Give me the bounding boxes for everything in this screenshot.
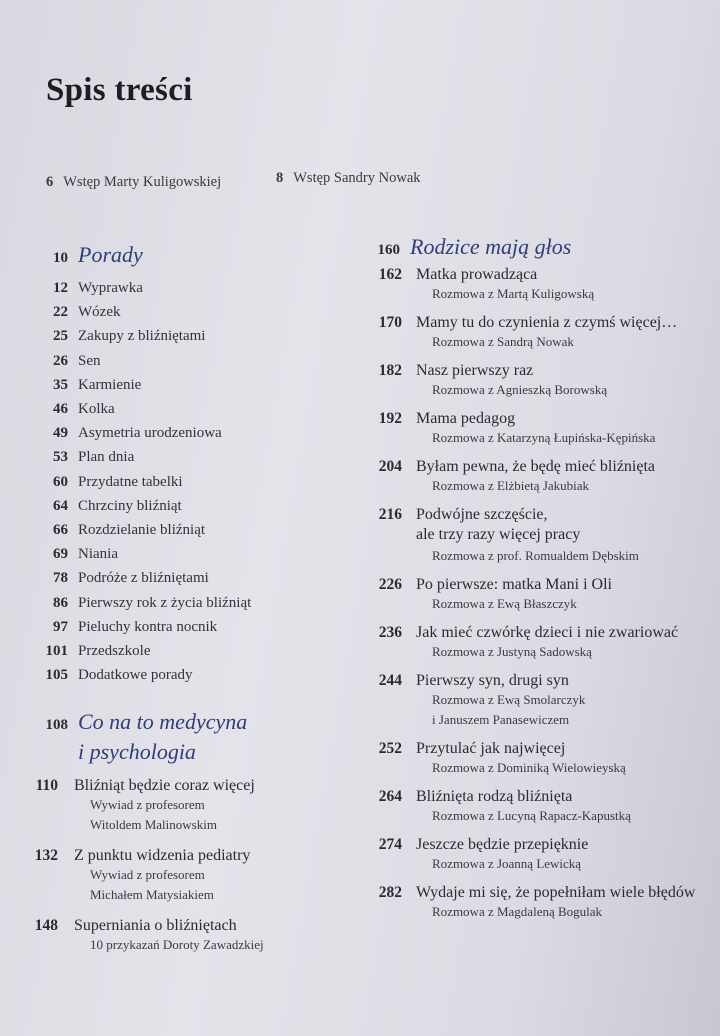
page-number: 25 <box>53 328 68 345</box>
toc-entry <box>360 506 700 566</box>
page-number: 86 <box>53 594 68 611</box>
entry-title: Wstęp Marty Kuligowskiej <box>63 174 222 190</box>
page-number: 244 <box>378 672 402 689</box>
page-number: 22 <box>53 304 68 321</box>
intro-entry <box>46 174 221 191</box>
entry-title: Superniania o bliźniętach <box>74 917 237 935</box>
entry-title: Bliźnięta rodzą bliźnięta <box>416 788 573 805</box>
page-number: 108 <box>45 717 68 734</box>
toc-entry <box>24 847 324 905</box>
toc-row <box>24 373 324 397</box>
entry-title: Pierwszy rok z życia bliźniąt <box>78 594 252 611</box>
page-number: 204 <box>378 458 402 475</box>
entry-subtitle: Rozmowa z Ewą Błaszczyk <box>432 596 577 611</box>
entry-title: Podróże z bliźniętami <box>78 570 209 587</box>
section-heading-rodzice <box>360 232 700 262</box>
page-number: 12 <box>53 280 68 296</box>
page-number: 6 <box>46 174 54 190</box>
toc-entry <box>360 576 700 614</box>
toc-entry <box>360 624 700 662</box>
entry-title: Chrzciny bliźniąt <box>78 497 182 514</box>
toc-entry <box>360 266 700 304</box>
entry-subtitle: i Januszem Panasewiczem <box>432 712 570 727</box>
section-title-line: i psychologia <box>78 739 196 765</box>
entry-title: Wyprawka <box>78 280 143 296</box>
entry-title: Rozdzielanie bliźniąt <box>78 522 206 539</box>
page-number: 53 <box>53 449 68 466</box>
entry-title: Sen <box>78 352 101 369</box>
entry-title: Przytulać jak najwięcej <box>416 740 566 757</box>
entry-subtitle: 10 przykazań Doroty Zawadzkiej <box>90 937 264 953</box>
toc-row <box>24 421 324 445</box>
toc-row <box>24 445 324 469</box>
section-title: Porady <box>78 242 143 267</box>
toc-row <box>24 591 324 615</box>
entry-title: Kolka <box>78 401 115 418</box>
toc-entry <box>24 777 324 835</box>
entry-title: Wózek <box>78 304 121 321</box>
entry-subtitle: Rozmowa z Joanną Lewicką <box>432 856 582 871</box>
toc-row <box>24 615 324 639</box>
page-number: 192 <box>378 410 402 427</box>
entry-subtitle: Rozmowa z prof. Romualdem Dębskim <box>432 548 639 563</box>
page-number: 60 <box>53 473 68 490</box>
page-number: 264 <box>378 788 402 805</box>
toc-entry <box>360 410 700 448</box>
entry-subtitle: Rozmowa z Elżbietą Jakubiak <box>432 478 590 493</box>
toc-row <box>24 494 324 518</box>
page-number: 274 <box>378 836 402 853</box>
intro-entry <box>276 170 421 187</box>
entry-subtitle: Wywiad z profesorem <box>90 867 205 883</box>
entry-subtitle: Rozmowa z Sandrą Nowak <box>432 334 574 349</box>
toc-row <box>24 397 324 421</box>
page-number: 216 <box>378 506 402 523</box>
page-number: 132 <box>34 847 58 865</box>
section-title: Rodzice mają głos <box>410 234 572 259</box>
toc-row <box>24 324 324 348</box>
toc-row <box>24 639 324 663</box>
page-number: 78 <box>53 570 68 587</box>
section-heading-porady <box>24 240 324 270</box>
toc-entry <box>360 836 700 874</box>
toc-row <box>24 566 324 590</box>
page-number: 26 <box>53 352 68 369</box>
toc-entry <box>360 362 700 400</box>
left-column <box>24 240 324 955</box>
toc-entry <box>360 314 700 352</box>
entry-title: Dodatkowe porady <box>78 667 193 684</box>
page-number: 182 <box>378 362 402 379</box>
entry-subtitle: Rozmowa z Magdaleną Bogulak <box>432 904 603 919</box>
entry-title: Jeszcze będzie przepięknie <box>416 836 589 853</box>
page-number: 35 <box>53 376 68 393</box>
entry-title: Wydaje mi się, że popełniłam wiele błędów <box>416 884 696 901</box>
entry-title: Z punktu widzenia pediatry <box>74 847 251 865</box>
entry-subtitle: Rozmowa z Agnieszką Borowską <box>432 382 608 397</box>
page-number: 226 <box>378 576 402 593</box>
entry-title: Przedszkole <box>78 643 151 660</box>
entry-subtitle: Rozmowa z Lucyną Rapacz-Kapustką <box>432 808 631 823</box>
page-number: 160 <box>377 242 400 258</box>
page-number: 69 <box>53 546 68 563</box>
section-title-line: Co na to medycyna <box>78 709 248 735</box>
page-number: 170 <box>378 314 402 331</box>
page-number: 66 <box>53 522 68 539</box>
entry-subtitle: Wywiad z profesorem <box>90 797 205 813</box>
entry-title: Pieluchy kontra nocnik <box>78 618 218 635</box>
entry-title: Mamy tu do czynienia z czymś więcej… <box>416 314 678 331</box>
toc-row <box>24 542 324 566</box>
entry-title: Nasz pierwszy raz <box>416 362 534 379</box>
page-number: 236 <box>378 624 402 641</box>
toc-row <box>24 663 324 687</box>
page-number: 97 <box>53 618 68 635</box>
right-column <box>360 232 700 922</box>
entry-title: Jak mieć czwórkę dzieci i nie zwariować <box>416 624 679 641</box>
page-number: 162 <box>378 266 402 283</box>
toc-entry <box>360 672 700 730</box>
entry-title: Bliźniąt będzie coraz więcej <box>74 777 255 795</box>
entry-subtitle: Rozmowa z Justyną Sadowską <box>432 644 592 659</box>
entry-title: Matka prowadząca <box>416 266 538 283</box>
toc-entry <box>360 740 700 778</box>
entry-subtitle: Rozmowa z Dominiką Wielowieyską <box>432 760 626 775</box>
page-title: Spis treści <box>46 72 193 108</box>
entry-title: Pierwszy syn, drugi syn <box>416 672 569 689</box>
entry-title: Po pierwsze: matka Mani i Oli <box>416 576 612 593</box>
page-number: 148 <box>34 917 58 935</box>
entry-title: Podwójne szczęście, <box>416 506 548 523</box>
entry-subtitle: Rozmowa z Katarzyną Łupińska-Kępińska <box>432 430 656 445</box>
entry-title: Niania <box>78 546 118 563</box>
page-number: 64 <box>53 497 68 514</box>
toc-entry <box>360 458 700 496</box>
entry-subtitle: Michałem Matysiakiem <box>90 887 214 903</box>
page-number: 8 <box>276 170 284 186</box>
section-title <box>78 707 247 767</box>
page-number: 10 <box>53 250 68 266</box>
entry-title: Wstęp Sandry Nowak <box>293 170 421 186</box>
entry-title: Asymetria urodzeniowa <box>78 425 222 442</box>
toc-row <box>24 470 324 494</box>
page-number: 49 <box>53 425 68 442</box>
page-number: 110 <box>35 777 58 795</box>
entry-subtitle: Rozmowa z Ewą Smolarczyk <box>432 692 586 707</box>
page-number: 105 <box>45 667 68 684</box>
toc-entry <box>24 917 324 955</box>
entry-title: Karmienie <box>78 376 142 393</box>
entry-subtitle: Rozmowa z Martą Kuligowską <box>432 286 595 301</box>
page-number: 101 <box>45 643 68 660</box>
page-number: 282 <box>378 884 402 901</box>
entry-title: Zakupy z bliźniętami <box>78 328 206 345</box>
entry-title: Byłam pewna, że będę mieć bliźnięta <box>416 458 656 475</box>
toc-row <box>24 518 324 542</box>
page-number: 252 <box>378 740 402 757</box>
toc-row <box>24 276 324 300</box>
entry-title: Przydatne tabelki <box>78 473 183 490</box>
entry-title: Mama pedagog <box>416 410 516 427</box>
toc-entry <box>360 884 700 922</box>
porady-list <box>24 276 324 687</box>
section-heading-medycyna <box>24 707 324 767</box>
toc-row <box>24 300 324 324</box>
toc-entry <box>360 788 700 826</box>
toc-row <box>24 349 324 373</box>
entry-subtitle: Witoldem Malinowskim <box>90 817 217 833</box>
entry-title-continued: ale trzy razy więcej pracy <box>416 526 581 543</box>
page-number: 46 <box>53 401 68 418</box>
entry-title: Plan dnia <box>78 449 135 466</box>
